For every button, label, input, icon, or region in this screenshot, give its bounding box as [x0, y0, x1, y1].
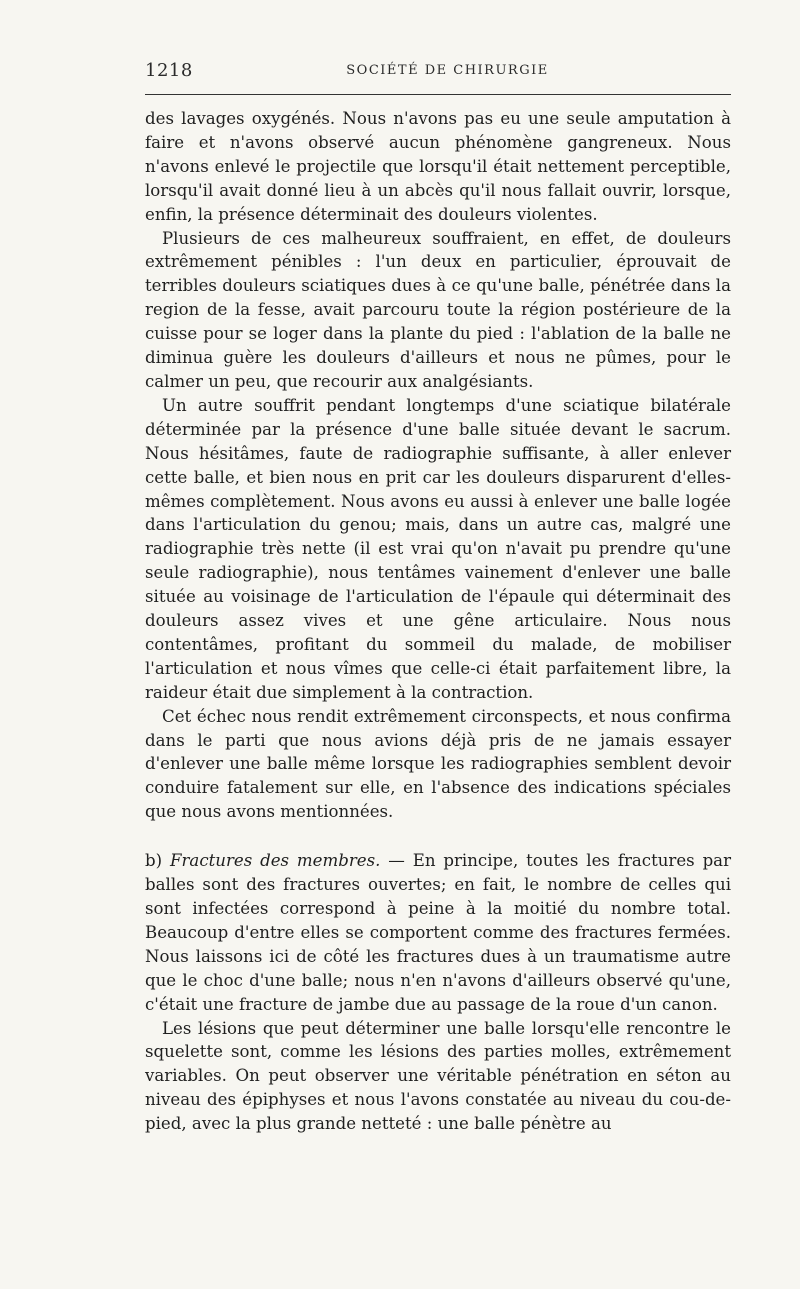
paragraph-6: Les lésions que peut déterminer une balle lorsqu'elle rencontre le squelette sont, comme les lésions des parties molles, extrêmement variables. On peut observer une véritable pénétration en séton au niveau des épiphyses et nous l'avons constatée au niveau du cou-de-pied, avec la plus grande netteté : une balle pénètre au — [145, 1018, 731, 1134]
page-number: 1218 — [145, 60, 193, 81]
header-rule — [145, 94, 731, 95]
running-head: SOCIÉTÉ DE CHIRURGIE — [346, 63, 549, 78]
paragraph-4: Cet échec nous rendit extrêmement circonspects, et nous confirma dans le parti que nous avions déjà pris de ne jamais essayer d'enlever une balle même lorsque les radiographies semblent devoir conduire fatalement sur elle, en l'absence des indications spéciales que nous avons mentionnées. — [145, 706, 731, 822]
paragraph-5 — [145, 849, 731, 1016]
page-body — [145, 107, 731, 1136]
section-title: Fractures des membres. — [169, 851, 381, 871]
paragraph-5-text: — En principe, toutes les fractures par balles sont des fractures ouvertes; en fait, le nombre de celles qui sont infectées correspond à peine à la moitié du nombre total. Beaucoup d'entre elles se comportent comme des fractures fermées. Nous laissons ici de côté les fractures dues à un traumatisme autre que le choc d'une balle; nous n'en n'avons d'ailleurs observé qu'une, c'était une fracture de jambe due au passage de la roue d'un canon. — [145, 851, 732, 1014]
paragraph-1: des lavages oxygénés. Nous n'avons pas eu une seule amputation à faire et n'avons observé aucun phénomène gangreneux. Nous n'avons enlevé le projectile que lorsqu'il était nettement perceptible, lorsqu'il avait donné lieu à un abcès qu'il nous fallait ouvrir, lorsque, enfin, la présence déterminait des douleurs violentes. — [145, 109, 731, 224]
section-label: b) — [145, 851, 163, 871]
paragraph-2: Plusieurs de ces malheureux souffraient, en effet, de douleurs extrêmement pénibles : l'un deux en particulier, éprouvait de terribles douleurs sciatiques dues à ce qu'une balle, pénétrée dans la region de la fesse, avait parcouru toute la région postérieure de la cuisse pour se loger dans la plante du pied : l'ablation de la balle ne diminua guère les douleurs d'ailleurs et nous ne pûmes, pour le calmer un peu, que recourir aux analgésiants. — [145, 228, 731, 391]
paragraph-3: Un autre souffrit pendant longtemps d'une sciatique bilatérale déterminée par la présence d'une balle située devant le sacrum. Nous hésitâmes, faute de radiographie suffisante, à aller enlever cette balle, et bien nous en prit car les douleurs disparurent d'elles-mêmes complètement. Nous avons eu aussi à enlever une balle logée dans l'articulation du genou; mais, dans un autre cas, malgré une radiographie très nette (il est vrai qu'on n'avait pu prendre qu'une seule radiographie), nous tentâmes vainement d'enlever une balle située au voisinage de l'articulation de l'épaule qui déterminait des douleurs assez vives et une gêne articulaire. Nous nous contentâmes, profitant du sommeil du malade, de mobiliser l'articulation et nous vîmes que celle-ci était parfaitement libre, la raideur était due simplement à la contraction. — [145, 395, 731, 702]
page-header — [145, 60, 730, 84]
section-gap — [145, 824, 731, 849]
